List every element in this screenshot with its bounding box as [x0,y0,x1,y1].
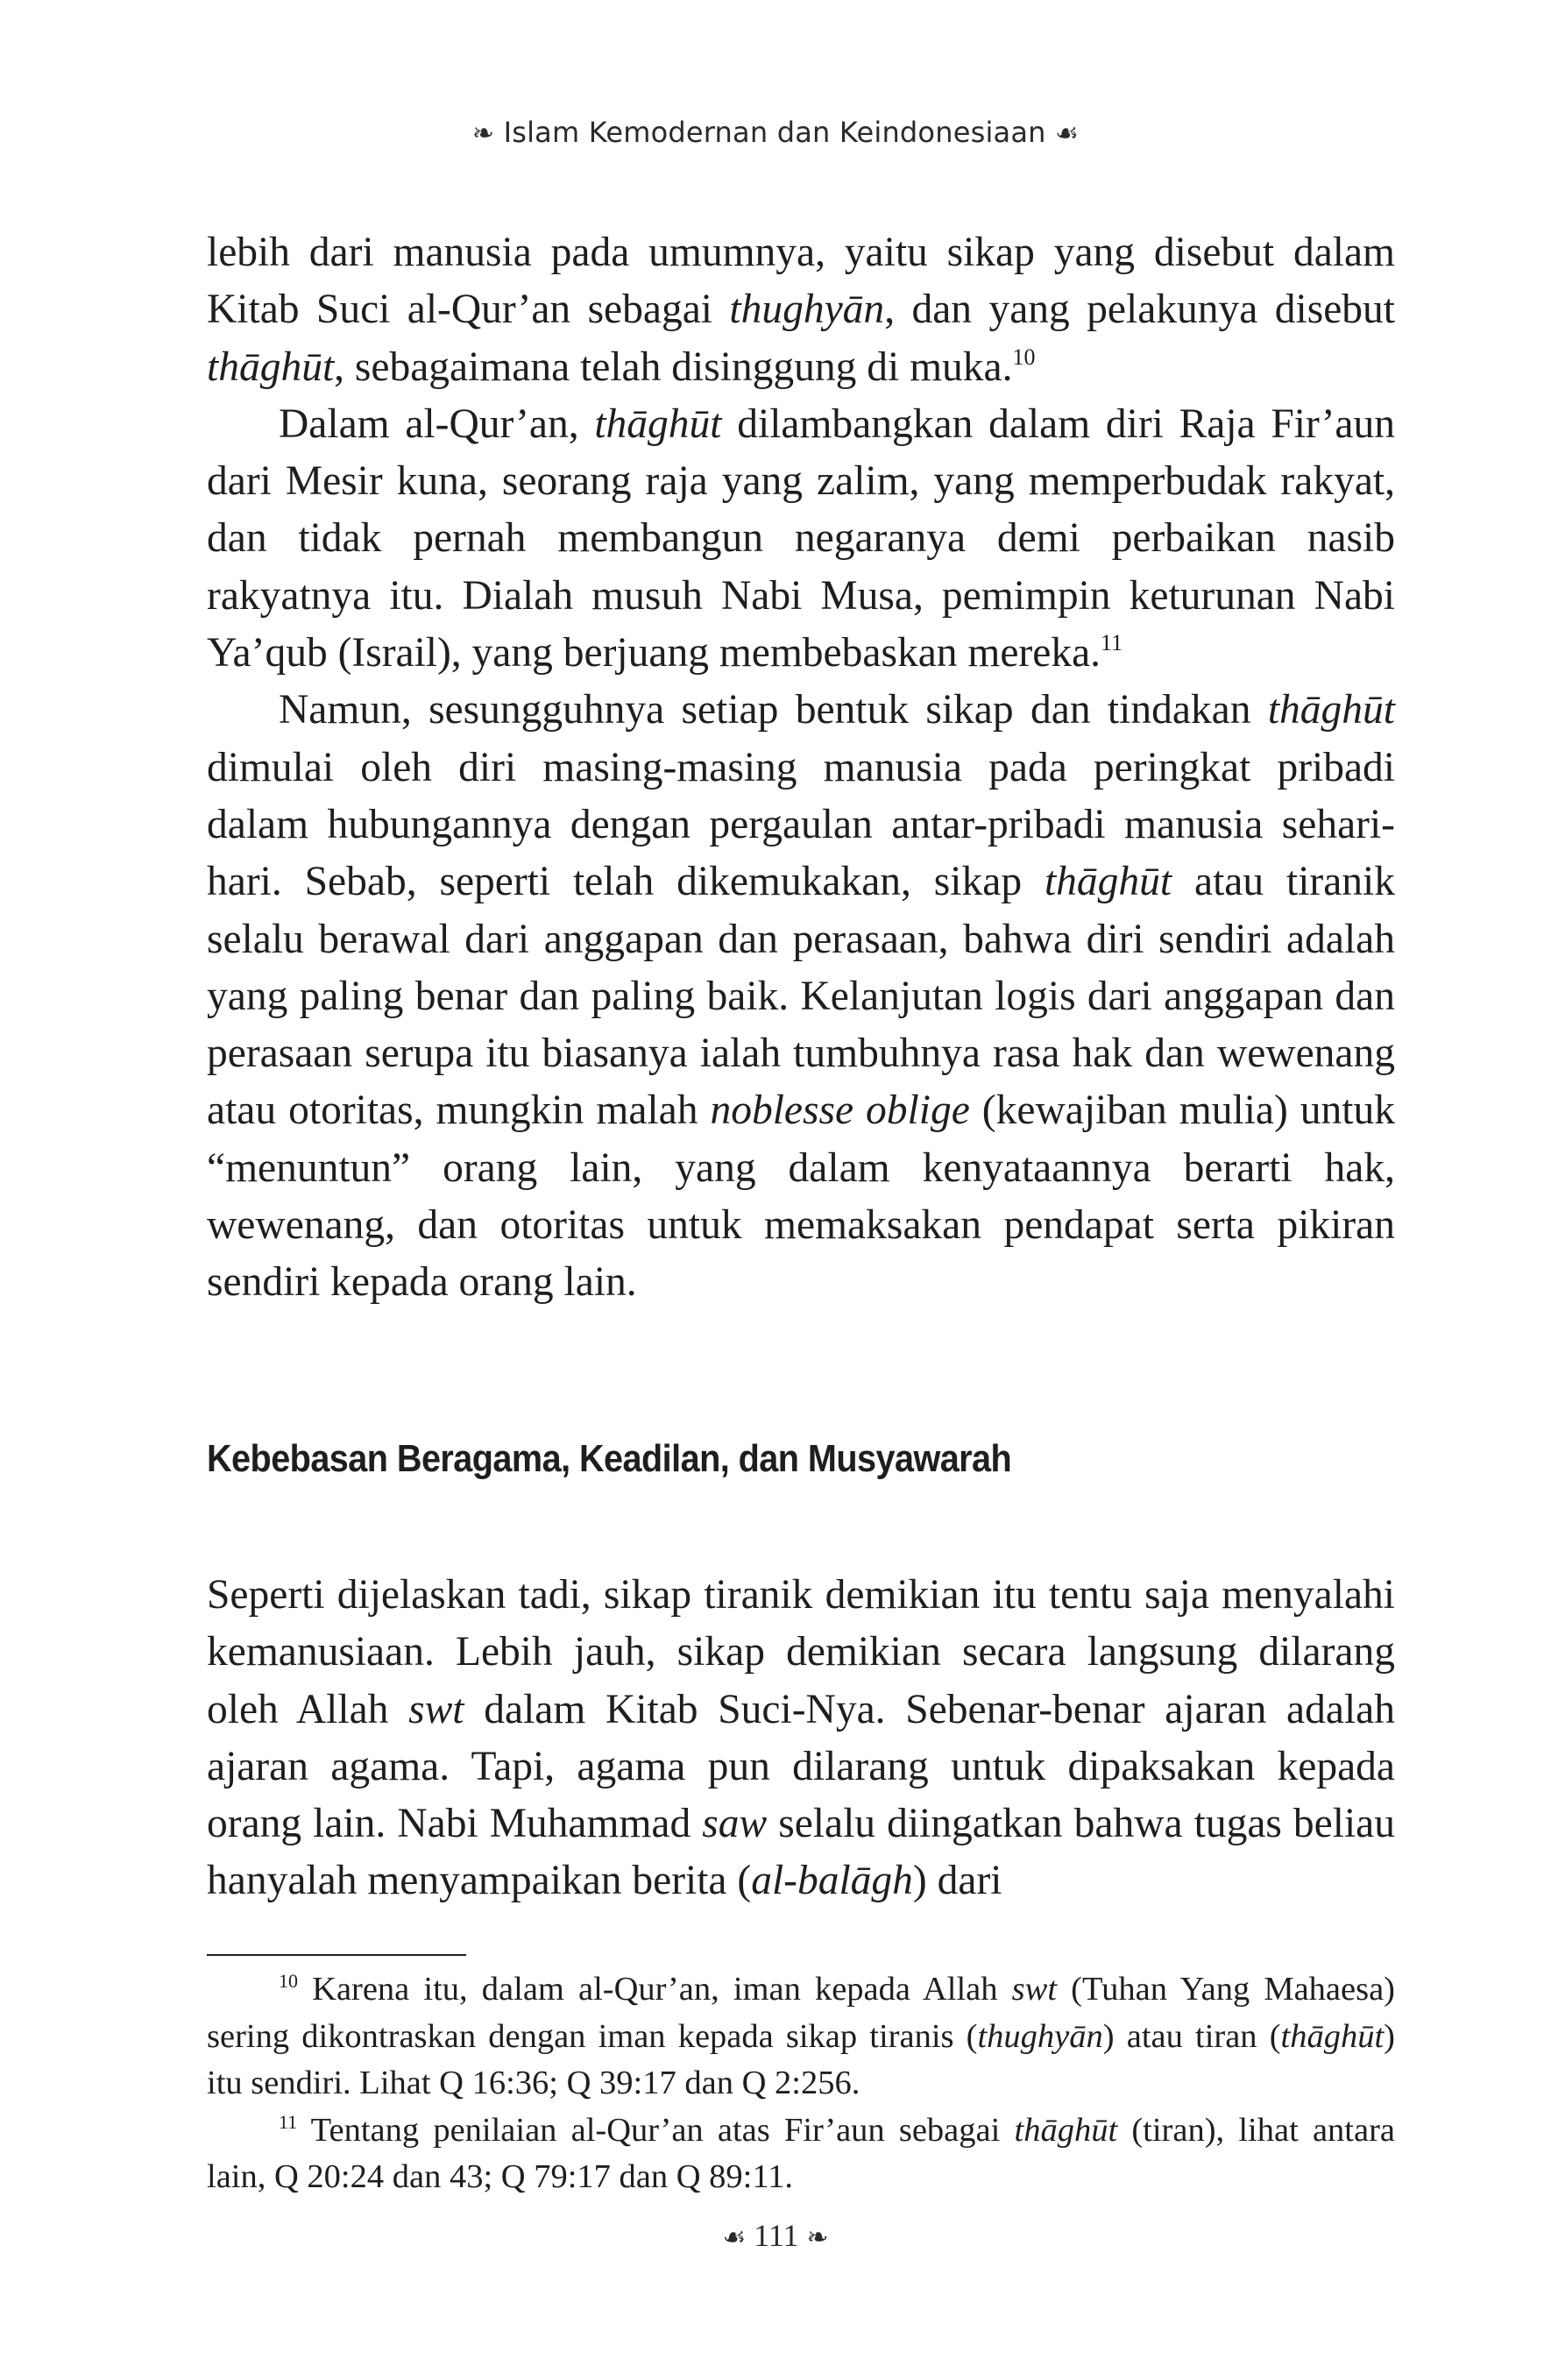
paragraph-4-text: dalam Kitab Suci-Nya. Sebenar-benar ajaran adalah ajaran agama. Tapi, agama pun dilarang untuk dipaksakan kepada orang lain. Nabi Muhammad [207,1686,1395,1847]
paragraph-3-text: Namun, sesungguhnya setiap bentuk sikap dan tindakan [279,687,1268,733]
paragraph-2 [207,396,1395,682]
footnote-ref-11[interactable]: 11 [1101,630,1123,656]
footnote-11 [207,2107,1395,2201]
footer-ornament-right-icon: ❧ [806,2222,829,2253]
paragraph-3-text: atau tiranik selalu berawal dari anggapan dan perasaan, bahwa diri sendiri adalah yang paling benar dan paling baik. Kelanjutan logis dari anggapan dan perasaan serupa itu biasanya ialah tumbuhnya rasa hak dan wewenang atau otoritas, mungkin malah [207,859,1396,1134]
footnote-number-10: 10 [279,1970,298,1992]
paragraph-2-text: dilambangkan dalam diri Raja Fir’aun dari Mesir kuna, seorang raja yang zalim, yang memperbudak rakyat, dan tidak pernah membangun negaranya demi perbaikan nasib rakyatnya itu. Dialah musuh Nabi Musa, pemimpin keturunan Nabi Ya’qub (Israil), yang berjuang membebaskan mereka. [207,400,1395,676]
term-thaghut: thāghūt [1267,687,1395,733]
footnote-10 [207,1966,1395,2107]
footnote-divider [207,1954,466,1956]
header-ornament-left-icon: ❧ [471,118,495,149]
paragraph-3-text: dimulai oleh diri masing-masing manusia pada peringkat pribadi dalam hubungannya dengan pergaulan antar-pribadi manusia sehari-hari. Sebab, seperti telah dikemukakan, sikap [207,744,1395,905]
paragraph-4-text: ) dari [912,1858,1002,1904]
paragraph-2-text: Dalam al-Qur’an, [279,400,595,447]
paragraph-4-text: Seperti dijelaskan tadi, sikap tiranik demikian itu tentu saja menyalahi kemanusiaan. Lebih jauh, sikap demikian secara langsung dilarang oleh Allah [207,1572,1395,1732]
page-footer [0,2217,1551,2254]
paragraph-1-text: lebih dari manusia pada umumnya, yaitu sikap yang disebut dalam Kitab Suci al-Qur’an sebagai [207,230,1395,333]
section-heading: Kebebasan Beragama, Keadilan, dan Musyawarah [207,1437,1012,1480]
term-thaghut: thāghūt [207,344,335,390]
footnote-11-text: Tentang penilaian al-Qur’an atas Fir’aun sebagai [297,2111,1015,2149]
footnote-10-text: ) atau tiran ( [1102,2017,1281,2055]
term-al-balagh: al-balāgh [751,1858,913,1904]
term-noblesse-oblige: noblesse oblige [710,1087,970,1134]
paragraph-1 [207,224,1395,396]
term-thughyan: thughyān [729,287,885,333]
term-thaghut: thāghūt [594,400,722,447]
term-thaghut: thāghūt [1014,2111,1118,2149]
paragraph-3-text: (kewajiban mulia) untuk “menuntun” orang lain, yang dalam kenyataannya berarti hak, wewenang, dan otoritas untuk memaksakan pendapat serta pikiran sendiri kepada orang lain. [207,1087,1396,1306]
paragraph-4-text: selalu diingatkan bahwa tugas beliau hanyalah menyampaikan berita ( [207,1801,1395,1904]
paragraph-1-text: , sebagaimana telah disinggung di muka. [334,344,1013,390]
header-ornament-right-icon: ☙ [1055,118,1080,149]
term-thaghut: thāghūt [1044,859,1172,905]
paragraph-1-text: , dan yang pelakunya disebut [884,287,1395,333]
paragraph-3 [207,682,1395,1311]
footnote-10-text: ) itu sendiri. Lihat Q 16:36; Q 39:17 dan Q 2:256. [207,2017,1395,2101]
footnote-10-text: (Tuhan Yang Mahaesa) sering dikontraskan dengan iman kepada sikap tiranis ( [207,1971,1395,2055]
page-number: 111 [754,2218,799,2253]
footnotes [207,1966,1395,2201]
running-header [0,116,1551,149]
term-thaghut: thāghūt [1280,2017,1385,2055]
paragraph-4 [207,1567,1395,1910]
footnote-11-text: (tiran), lihat antara lain, Q 20:24 dan 43; Q 79:17 dan Q 89:11. [207,2111,1395,2195]
body-text-upper [207,224,1395,1312]
body-text-lower [207,1567,1395,1910]
footnote-ref-10[interactable]: 10 [1012,344,1036,370]
footnote-10-text: Karena itu, dalam al-Qur’an, iman kepada Allah [298,1971,1012,2008]
term-saw: saw [702,1801,768,1847]
running-header-title: Islam Kemodernan dan Keindonesiaan [503,116,1046,149]
footer-ornament-left-icon: ☙ [722,2222,747,2253]
footnote-number-11: 11 [279,2110,298,2133]
term-thughyan: thughyān [977,2017,1103,2055]
term-swt: swt [408,1686,464,1732]
term-swt: swt [1011,1971,1058,2008]
